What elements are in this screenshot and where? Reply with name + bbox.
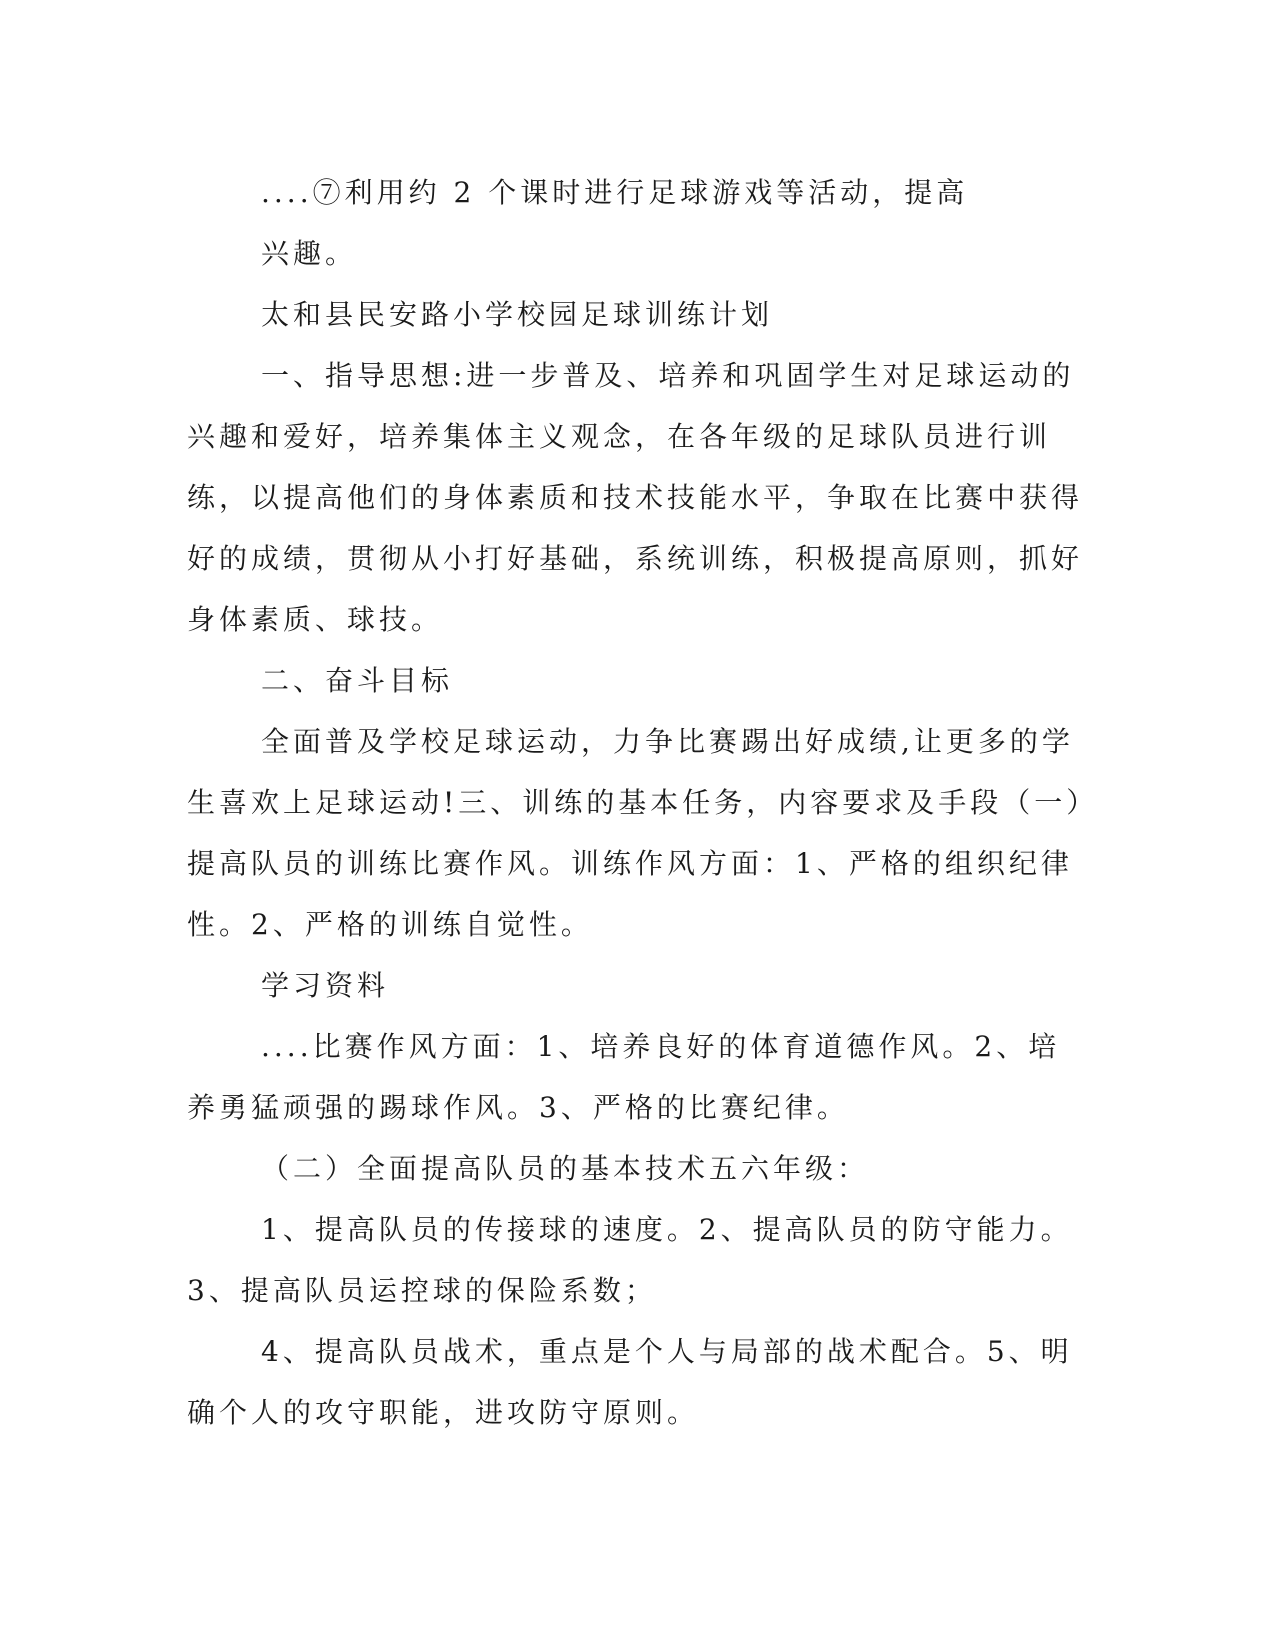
document-title: 太和县民安路小学校园足球训练计划 xyxy=(261,298,774,331)
paragraph-skills-1: 1、提高队员的传接球的速度。2、提高队员的防守能力。3、提高队员运控球的保险系数； xyxy=(187,1213,1073,1307)
heading-basic-skills: （二）全面提高队员的基本技术五六年级： xyxy=(261,1152,870,1185)
paragraph-interest: 兴趣。 xyxy=(261,237,358,270)
paragraph-match-style: ....比赛作风方面：1、培养良好的体育道德作风。2、培养勇猛顽强的踢球作风。3、严格的比赛纪律。 xyxy=(187,1030,1061,1124)
paragraph-goals: 全面普及学校足球运动，力争比赛踢出好成绩,让更多的学生喜欢上足球运动!三、训练的基本任务，内容要求及手段（一）提高队员的训练比赛作风。训练作风方面：1、严格的组织纪律性。2、严格的训练自觉性。 xyxy=(187,725,1085,941)
paragraph-guiding-thought: 一、指导思想:进一步普及、培养和巩固学生对足球运动的兴趣和爱好，培养集体主义观念，在各年级的足球队员进行训练，以提高他们的身体素质和技术技能水平，争取在比赛中获得好的成绩，贯彻从小打好基础，系统训练，积极提高原则，抓好身体素质、球技。 xyxy=(187,359,1084,636)
document-body xyxy=(187,162,1087,1443)
paragraph-study-material: 学习资料 xyxy=(261,969,390,1002)
paragraph-activity-note: ....⑦利用约 2 个课时进行足球游戏等活动，提高 xyxy=(261,176,969,209)
heading-goals: 二、奋斗目标 xyxy=(261,664,454,697)
paragraph-skills-2: 4、提高队员战术，重点是个人与局部的战术配合。5、明确个人的攻守职能，进攻防守原则。 xyxy=(187,1335,1073,1429)
